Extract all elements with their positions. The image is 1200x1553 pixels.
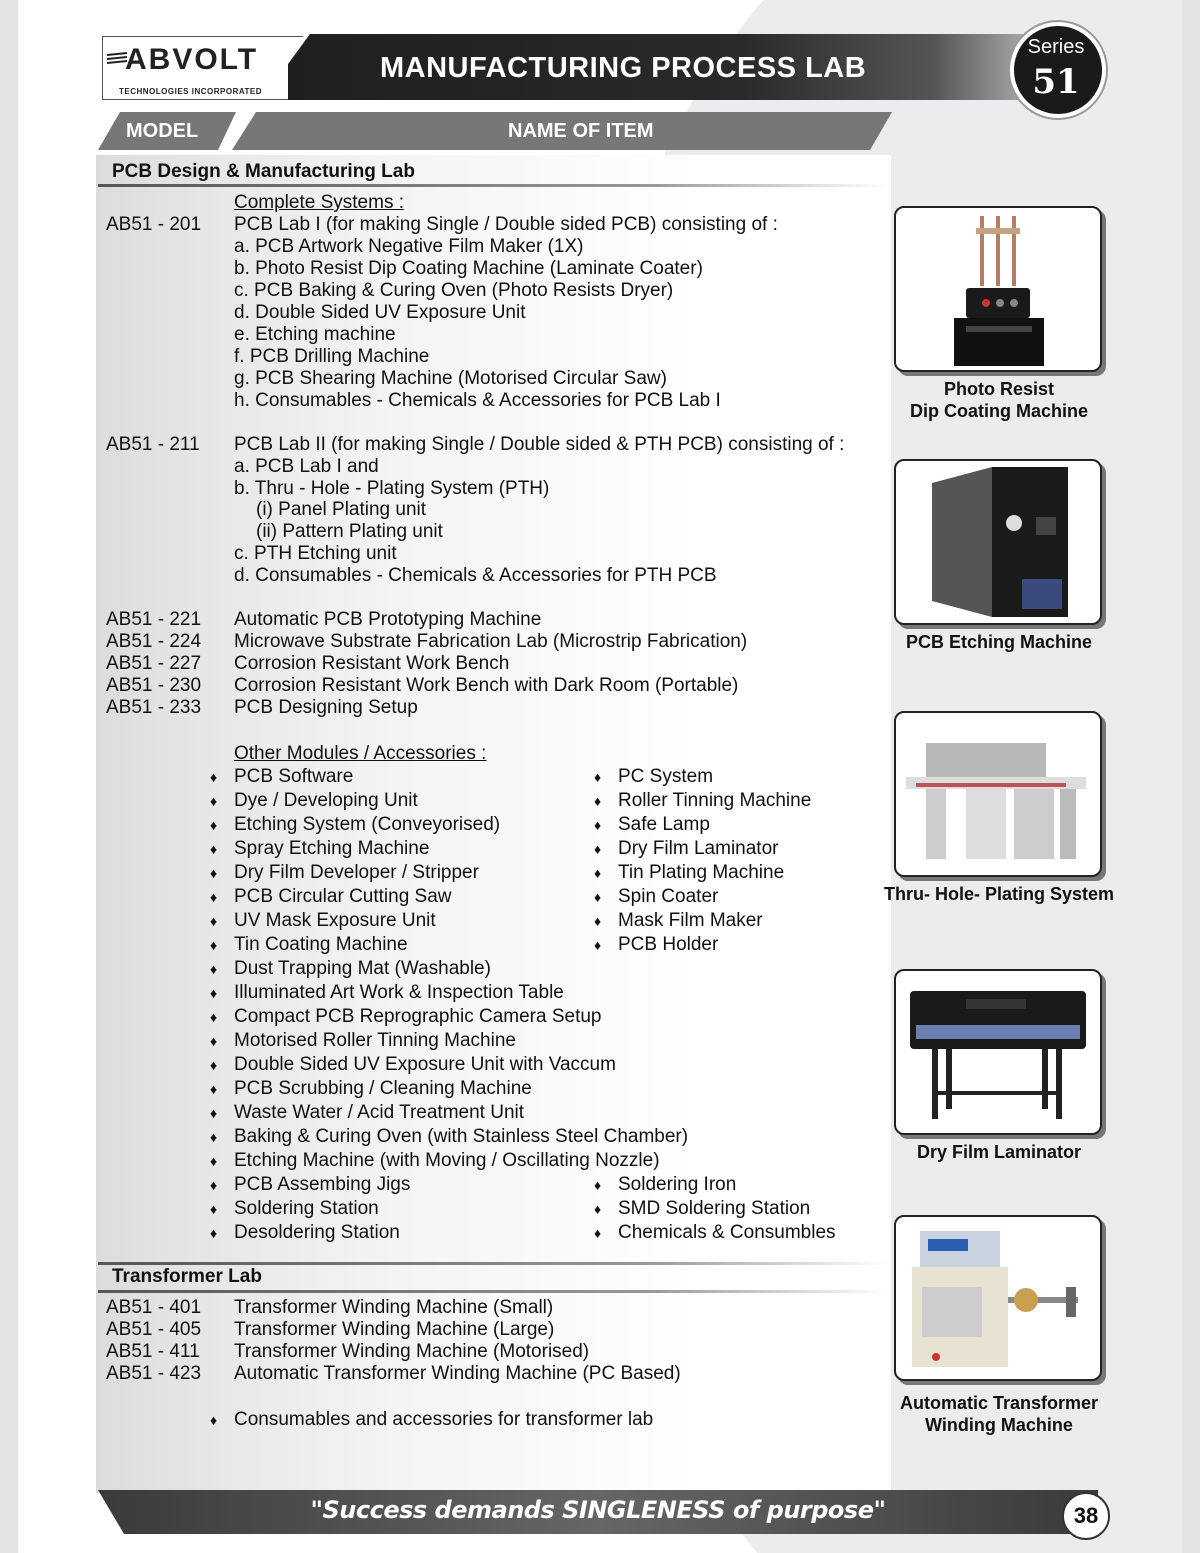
module-item: Etching System (Conveyorised) [234, 814, 501, 835]
thru-hole-plating-system-image [894, 711, 1102, 877]
photo-resist-dip-coating-image [894, 206, 1102, 372]
module-item: Spin Coater [618, 886, 719, 907]
model-code: AB51 - 224 [106, 631, 202, 652]
model-code: AB51 - 201 [106, 214, 202, 235]
module-item: Spray Etching Machine [234, 838, 430, 859]
module-item: Mask Film Maker [618, 910, 763, 931]
bullet-icon: ♦ [210, 841, 218, 857]
module-item: SMD Soldering Station [618, 1198, 811, 1219]
bullet-icon: ♦ [210, 1225, 218, 1241]
bullet-icon: ♦ [210, 1412, 218, 1428]
module-item: Illuminated Art Work & Inspection Table [234, 982, 564, 1003]
image-caption: Dip Coating Machine [909, 401, 1088, 421]
item-name: Automatic PCB Prototyping Machine [234, 609, 542, 630]
system-item: b. Thru - Hole - Plating System (PTH) [234, 478, 550, 499]
module-item: PCB Assembing Jigs [234, 1174, 411, 1195]
plating-system-icon [896, 713, 1100, 875]
module-item: Dust Trapping Mat (Washable) [234, 958, 491, 979]
system-item: c. PTH Etching unit [234, 543, 397, 564]
module-item: PCB Software [234, 766, 354, 787]
model-code: AB51 - 411 [106, 1341, 200, 1362]
image-caption: Automatic Transformer [899, 1393, 1099, 1413]
laminator-icon [896, 971, 1100, 1133]
bullet-icon: ♦ [210, 961, 218, 977]
model-code: AB51 - 423 [106, 1363, 202, 1384]
bullet-icon: ♦ [210, 865, 218, 881]
series-number: 51 [1032, 62, 1080, 102]
system-item: f. PCB Drilling Machine [234, 346, 430, 367]
bullet-icon: ♦ [210, 985, 218, 1001]
module-item: Soldering Iron [618, 1174, 737, 1195]
module-item: Dry Film Developer / Stripper [234, 862, 479, 883]
bullet-icon: ♦ [594, 841, 602, 857]
bullet-icon: ♦ [210, 1057, 218, 1073]
module-item: Baking & Curing Oven (with Stainless Steel Chamber) [234, 1126, 689, 1147]
module-item: Waste Water / Acid Treatment Unit [234, 1102, 525, 1123]
item-name: Automatic Transformer Winding Machine (PC Based) [234, 1363, 681, 1384]
module-item: Dye / Developing Unit [234, 790, 418, 811]
system-item: a. PCB Lab I and [234, 456, 379, 477]
module-item: Safe Lamp [618, 814, 710, 835]
bullet-icon: ♦ [210, 817, 218, 833]
item-name: Transformer Winding Machine (Small) [234, 1297, 554, 1318]
system-item: c. PCB Baking & Curing Oven (Photo Resists Dryer) [234, 280, 674, 301]
module-item: Tin Coating Machine [234, 934, 408, 955]
bullet-icon: ♦ [210, 769, 218, 785]
bullet-icon: ♦ [210, 1033, 218, 1049]
model-code: AB51 - 230 [106, 675, 202, 696]
system-item: e. Etching machine [234, 324, 396, 345]
bullet-icon: ♦ [594, 865, 602, 881]
module-item: PC System [618, 766, 714, 787]
model-code: AB51 - 221 [106, 609, 202, 630]
winding-machine-icon [896, 1217, 1100, 1379]
bullet-icon: ♦ [210, 1177, 218, 1193]
bullet-icon: ♦ [210, 913, 218, 929]
series-label: Series [1027, 36, 1085, 58]
bullet-icon: ♦ [210, 1129, 218, 1145]
complete-systems-heading: Complete Systems : [234, 192, 404, 213]
bullet-icon: ♦ [210, 937, 218, 953]
section-divider [98, 1262, 888, 1265]
module-item: Dry Film Laminator [618, 838, 779, 859]
model-code: AB51 - 227 [106, 653, 202, 674]
pcb-etching-machine-image [894, 459, 1102, 625]
bullet-icon: ♦ [594, 913, 602, 929]
section-divider [98, 184, 888, 187]
bullet-icon: ♦ [210, 1081, 218, 1097]
module-item: Double Sided UV Exposure Unit with Vaccum [234, 1054, 616, 1075]
module-item: Chemicals & Consumbles [618, 1222, 836, 1243]
module-item: UV Mask Exposure Unit [234, 910, 436, 931]
bullet-icon: ♦ [594, 1177, 602, 1193]
accessory-item: Consumables and accessories for transformer lab [234, 1409, 654, 1430]
bullet-icon: ♦ [594, 937, 602, 953]
bullet-icon: ♦ [210, 1201, 218, 1217]
system-subitem: (i) Panel Plating unit [256, 499, 427, 520]
image-caption: Dry Film Laminator [916, 1142, 1082, 1162]
bullet-icon: ♦ [210, 889, 218, 905]
module-item: Compact PCB Reprographic Camera Setup [234, 1006, 602, 1027]
module-item: Soldering Station [234, 1198, 379, 1219]
bullet-icon: ♦ [594, 889, 602, 905]
page [18, 0, 1182, 1553]
dry-film-laminator-image [894, 969, 1102, 1135]
etching-machine-icon [896, 461, 1100, 623]
item-name: Corrosion Resistant Work Bench [234, 653, 510, 674]
module-item: Desoldering Station [234, 1222, 400, 1243]
bullet-icon: ♦ [210, 1105, 218, 1121]
model-code: AB51 - 401 [106, 1297, 202, 1318]
module-item: PCB Circular Cutting Saw [234, 886, 452, 907]
bullet-icon: ♦ [594, 769, 602, 785]
logo-subtitle: TECHNOLOGIES INCORPORATED [119, 87, 263, 96]
module-item: PCB Scrubbing / Cleaning Machine [234, 1078, 532, 1099]
item-name: Microwave Substrate Fabrication Lab (Microstrip Fabrication) [234, 631, 748, 652]
logo-text: ABVOLT [125, 43, 259, 76]
section-divider [98, 1290, 888, 1293]
bullet-icon: ♦ [594, 1225, 602, 1241]
model-code: AB51 - 405 [106, 1319, 202, 1340]
bullet-icon: ♦ [210, 1153, 218, 1169]
image-caption: Thru- Hole- Plating System [883, 884, 1115, 904]
system-item: d. Double Sided UV Exposure Unit [234, 302, 526, 323]
model-code: AB51 - 233 [106, 697, 202, 718]
system-item: d. Consumables - Chemicals & Accessories for PTH PCB [234, 565, 717, 586]
other-modules-heading: Other Modules / Accessories : [234, 743, 487, 764]
pcb-section-title: PCB Design & Manufacturing Lab [112, 161, 415, 182]
bullet-icon: ♦ [594, 793, 602, 809]
bullet-icon: ♦ [210, 1009, 218, 1025]
logo [102, 36, 303, 100]
bullet-icon: ♦ [210, 793, 218, 809]
system-name: PCB Lab I (for making Single / Double sided PCB) consisting of : [234, 214, 778, 235]
system-item: b. Photo Resist Dip Coating Machine (Laminate Coater) [234, 258, 703, 279]
model-column-header: MODEL [126, 120, 199, 142]
page-title: MANUFACTURING PROCESS LAB [380, 52, 867, 84]
dip-coating-machine-icon [896, 208, 1100, 370]
model-code: AB51 - 211 [106, 434, 200, 455]
item-name: Transformer Winding Machine (Motorised) [234, 1341, 590, 1362]
system-subitem: (ii) Pattern Plating unit [256, 521, 443, 542]
bullet-icon: ♦ [594, 1201, 602, 1217]
module-item: Etching Machine (with Moving / Oscillating Nozzle) [234, 1150, 660, 1171]
image-caption: PCB Etching Machine [905, 632, 1093, 652]
name-column-header: NAME OF ITEM [508, 120, 654, 142]
automatic-transformer-winding-image [894, 1215, 1102, 1381]
page-number: 38 [1062, 1492, 1110, 1540]
system-item: h. Consumables - Chemicals & Accessories for PCB Lab I [234, 390, 721, 411]
module-item: Roller Tinning Machine [618, 790, 812, 811]
footer-quote: "Success demands SINGLENESS of purpose" [310, 1496, 886, 1524]
image-caption: Winding Machine [925, 1415, 1073, 1435]
system-item: a. PCB Artwork Negative Film Maker (1X) [234, 236, 584, 257]
item-name: Transformer Winding Machine (Large) [234, 1319, 555, 1340]
system-name: PCB Lab II (for making Single / Double sided & PTH PCB) consisting of : [234, 434, 845, 455]
bullet-icon: ♦ [594, 817, 602, 833]
item-name: PCB Designing Setup [234, 697, 418, 718]
module-item: Motorised Roller Tinning Machine [234, 1030, 516, 1051]
transformer-section-title: Transformer Lab [112, 1266, 262, 1287]
module-item: Tin Plating Machine [618, 862, 785, 883]
item-name: Corrosion Resistant Work Bench with Dark Room (Portable) [234, 675, 739, 696]
image-caption: Photo Resist [943, 379, 1054, 399]
system-item: g. PCB Shearing Machine (Motorised Circular Saw) [234, 368, 667, 389]
module-item: PCB Holder [618, 934, 719, 955]
